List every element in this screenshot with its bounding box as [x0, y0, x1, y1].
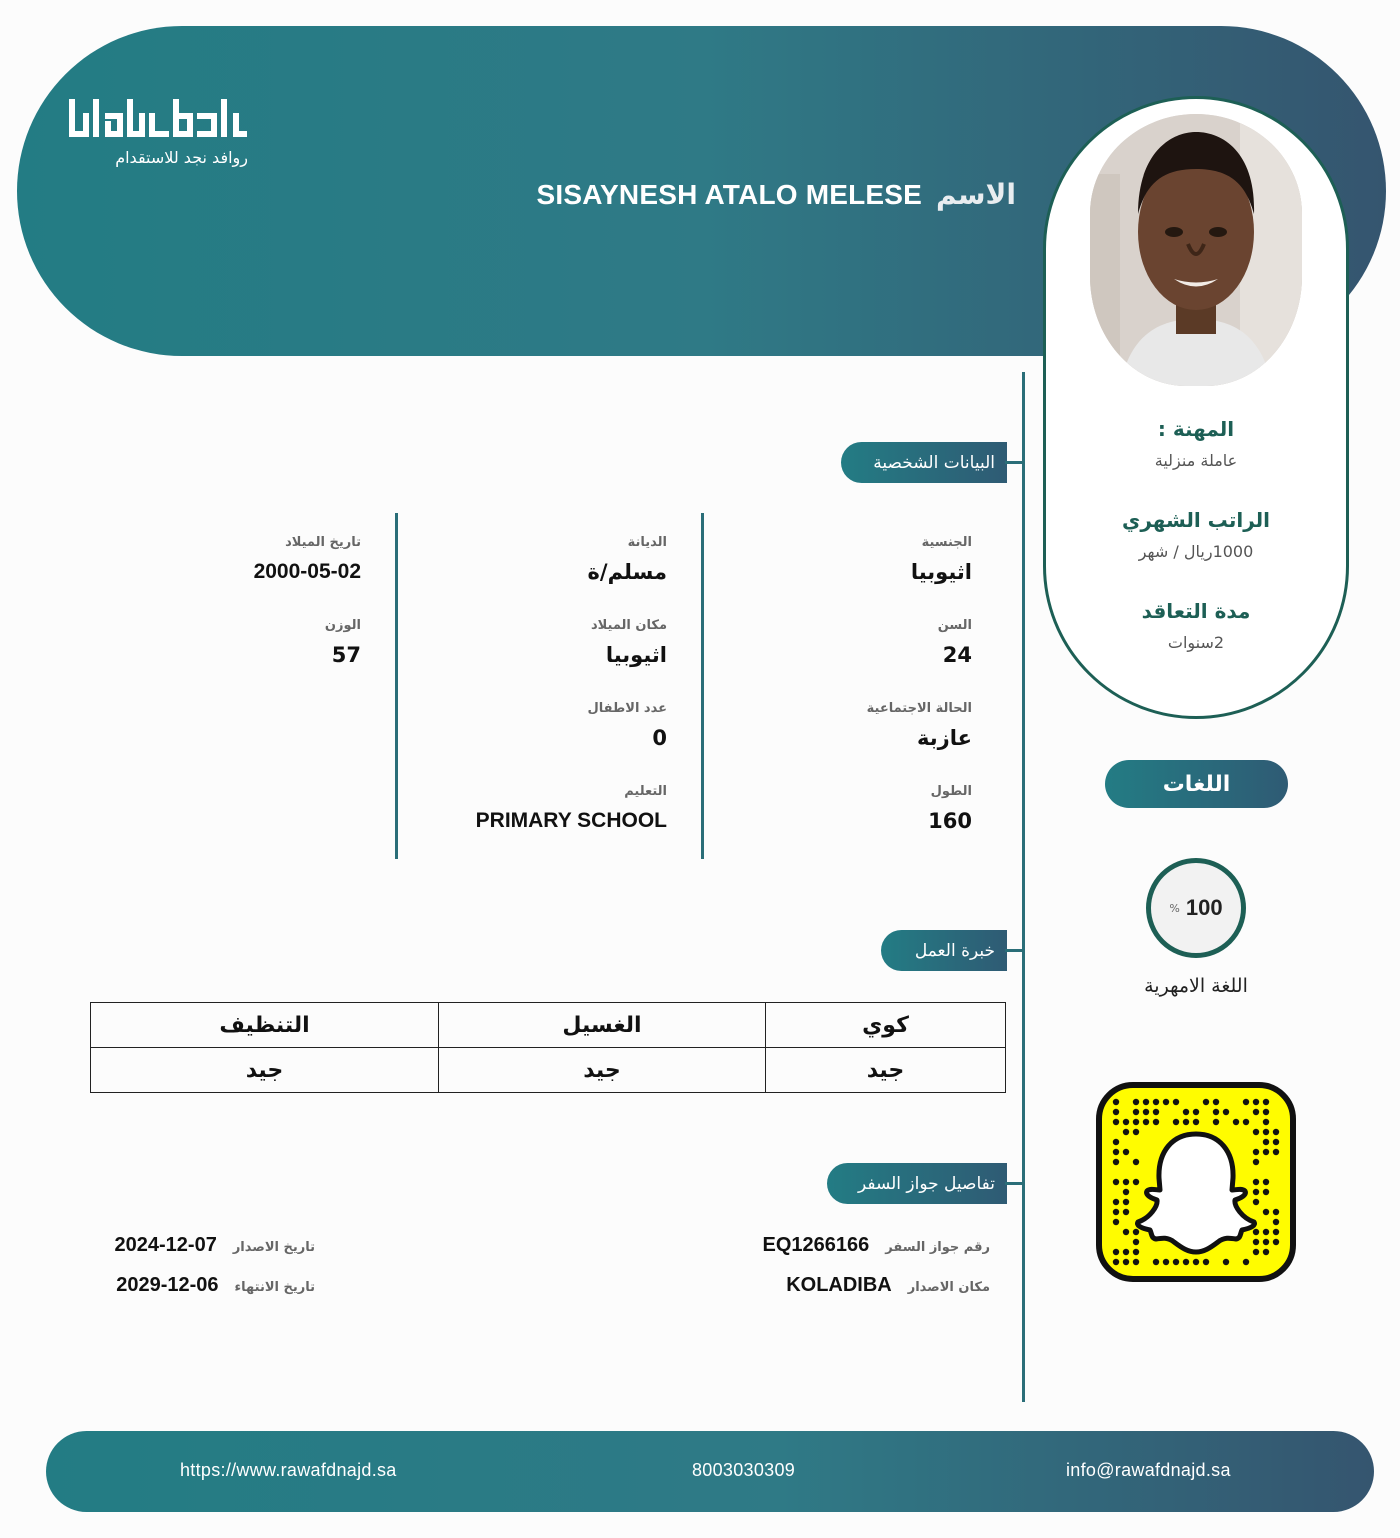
passport-number-label: رقم جواز السفر [885, 1240, 990, 1255]
passport-place-label: مكان الاصدار [907, 1280, 990, 1295]
education-value: PRIMARY SCHOOL [475, 809, 667, 832]
footer-phone[interactable]: 8003030309 [692, 1460, 796, 1480]
footer-bar [46, 1431, 1374, 1512]
weight-value: 57 [331, 643, 361, 667]
religion-label: الديانة [627, 535, 667, 550]
age-field [938, 618, 972, 667]
passport-place-value: KOLADIBA [786, 1274, 892, 1296]
contract-value: 2سنوات [1167, 633, 1225, 652]
birthdate-field [254, 535, 361, 584]
name-value: SISAYNESH ATALO MELESE [536, 179, 923, 210]
passport-number-value: EQ1266166 [762, 1234, 870, 1256]
passport-expiry-label: تاريخ الانتهاء [234, 1280, 315, 1295]
snapchat-icon [1096, 1082, 1296, 1282]
section-experience: خبرة العمل [881, 930, 1007, 971]
height-label: الطول [930, 784, 972, 799]
language-level-circle [1146, 858, 1246, 958]
birthplace-label: مكان الميلاد [590, 618, 667, 633]
height-field [928, 784, 972, 833]
section-connector [1005, 461, 1023, 464]
table-cell: جيد [439, 1048, 766, 1093]
table-header-cell: التنظيف [91, 1003, 439, 1048]
footer-website-link[interactable]: https://www.rawafdnajd.sa [180, 1460, 397, 1480]
education-field [476, 784, 667, 833]
name-label: الاسم [936, 178, 1016, 211]
brand-subtitle: روافد نجد للاستقدام [115, 148, 248, 167]
table-cell: جيد [91, 1048, 439, 1093]
experience-table [90, 1002, 1006, 1093]
column-divider [701, 513, 704, 859]
salary-field [1046, 508, 1346, 561]
language-percent: 100 [1185, 895, 1223, 920]
profession-label: المهنة : [1157, 417, 1235, 441]
marital-value: عازبة [917, 726, 972, 750]
passport-issue-label: تاريخ الاصدار [232, 1240, 315, 1255]
table-header-cell: كوي [766, 1003, 1006, 1048]
passport-expiry-value: 2029-12-06 [116, 1274, 219, 1296]
birthplace-field [591, 618, 667, 667]
name-row [536, 178, 1016, 211]
religion-field [588, 535, 667, 584]
birthdate-label: تاريخ الميلاد [285, 535, 361, 550]
contract-field [1046, 599, 1346, 652]
age-value: 24 [942, 643, 972, 667]
section-connector [1005, 1182, 1023, 1185]
profession-value: عاملة منزلية [1154, 451, 1238, 470]
section-connector [1005, 949, 1023, 952]
language-percent-sign: % [1169, 901, 1180, 915]
nationality-field [911, 535, 972, 584]
religion-value: مسلم/ة [587, 560, 667, 584]
weight-field [325, 618, 361, 667]
children-field [588, 701, 668, 750]
passport-expiry-row [116, 1274, 315, 1297]
passport-issue-row [115, 1234, 315, 1257]
brand-logo [66, 96, 256, 140]
table-row [91, 1048, 1006, 1093]
marital-field [867, 701, 972, 750]
timeline-line [1022, 372, 1025, 1402]
nationality-value: اثيوبيا [910, 560, 972, 584]
education-label: التعليم [624, 784, 667, 799]
nationality-label: الجنسية [921, 535, 972, 550]
table-row [91, 1003, 1006, 1048]
children-value: 0 [652, 726, 667, 750]
height-value: 160 [928, 809, 972, 833]
salary-label: الراتب الشهري [1122, 508, 1270, 532]
salary-value: 1000ريال / شهر [1138, 542, 1254, 561]
weight-label: الوزن [324, 618, 361, 633]
marital-label: الحالة الاجتماعية [866, 701, 972, 716]
passport-issue-value: 2024-12-07 [114, 1234, 217, 1256]
children-label: عدد الاطفال [587, 701, 667, 716]
table-cell: جيد [766, 1048, 1006, 1093]
table-header-cell: الغسيل [439, 1003, 766, 1048]
section-passport: تفاصيل جواز السفر [827, 1163, 1007, 1204]
birthplace-value: اثيوبيا [605, 643, 667, 667]
footer-email-link[interactable]: info@rawafdnajd.sa [1066, 1460, 1231, 1480]
column-divider [395, 513, 398, 859]
snapchat-code[interactable] [1096, 1082, 1296, 1282]
profession-field [1046, 417, 1346, 470]
passport-place-row [786, 1274, 990, 1297]
profile-card [1043, 96, 1349, 719]
age-label: السن [937, 618, 972, 633]
birthdate-value: 2000-05-02 [253, 560, 361, 583]
profile-photo [1090, 114, 1302, 386]
passport-number-row [763, 1234, 990, 1257]
language-name: اللغة الامهرية [1144, 975, 1248, 997]
contract-label: مدة التعاقد [1141, 599, 1251, 623]
languages-title: اللغات [1105, 760, 1288, 808]
section-personal: البيانات الشخصية [841, 442, 1007, 483]
